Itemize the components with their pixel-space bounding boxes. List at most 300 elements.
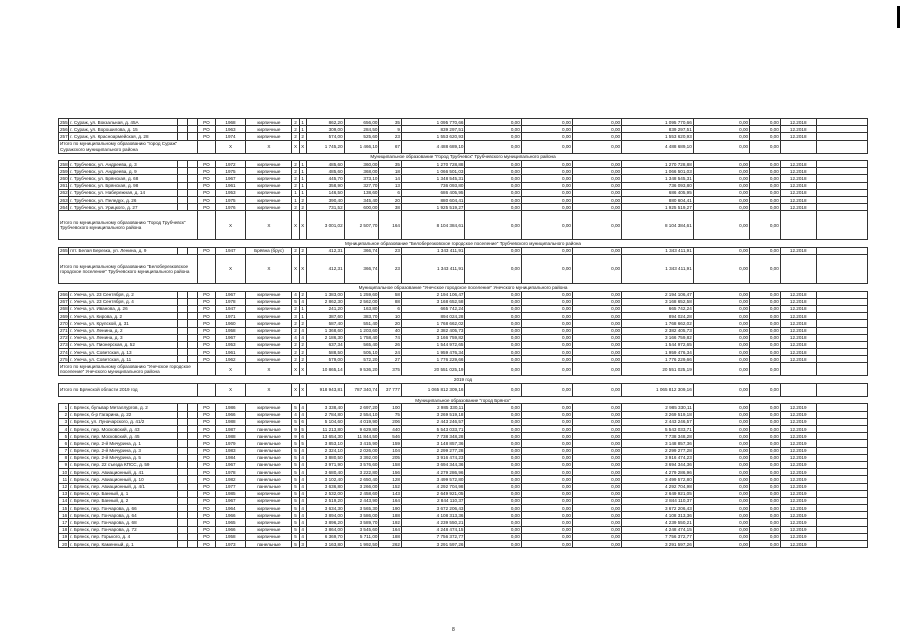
blank-cell	[188, 313, 198, 320]
deadline-cell: 12.2019	[780, 533, 816, 540]
cost-owners-cell: 1 066 501,03	[622, 168, 694, 175]
entrances-cell: 2	[299, 341, 306, 348]
blank-cell	[816, 305, 867, 312]
total-area-cell: 390,40	[306, 197, 344, 204]
region-code-cell: РО	[198, 305, 215, 312]
cost-federal-cell: 0,00	[465, 418, 521, 425]
region-code-cell: РО	[198, 476, 215, 483]
unit-cost-cell: 0,00	[693, 497, 749, 504]
cost-federal-cell: 0,00	[465, 197, 521, 204]
floors-cell: 2	[292, 320, 299, 327]
cost-local-cell: 0,00	[572, 175, 621, 182]
year-cell: 1967	[215, 334, 246, 341]
blank-cell	[188, 119, 198, 126]
subtotal-federal: 0,00	[465, 211, 521, 240]
cost-owners-cell: 3 672 206,43	[622, 505, 694, 512]
entrances-cell: 4	[299, 533, 306, 540]
deadline-cell: 12.2018	[780, 182, 816, 189]
table-row	[59, 291, 868, 298]
cost-regional-cell: 0,00	[521, 526, 572, 533]
year-cell: 1967	[215, 497, 246, 504]
cost-regional-cell: 0,00	[521, 476, 572, 483]
cost-regional-cell: 0,00	[521, 305, 572, 312]
row-number: 273	[60, 342, 68, 348]
residents-cell: 74	[379, 334, 402, 341]
cost-local-cell: 0,00	[572, 483, 621, 490]
cost-local-cell: 0,00	[572, 447, 621, 454]
entrances-cell: 2	[299, 349, 306, 356]
cost-total-cell: 2 649 921,05	[401, 490, 464, 497]
subtotal-living-area: 787 340,74	[344, 383, 379, 396]
table-row	[59, 204, 868, 211]
cost-local-cell: 0,00	[572, 476, 621, 483]
unit-cost-cell: 0,00	[693, 418, 749, 425]
cost-total-cell: 4 108 313,36	[401, 512, 464, 519]
cost-regional-cell: 0,00	[521, 418, 572, 425]
subtotal-residents: 37 777	[379, 383, 402, 396]
x-mark: X	[215, 255, 246, 284]
deadline-cell: 12.2018	[780, 334, 816, 341]
table-row	[59, 483, 868, 490]
row-number: 16	[59, 512, 69, 519]
subtotal-federal: 0,00	[465, 140, 521, 153]
residents-cell: 546	[379, 433, 402, 440]
living-area-cell: 2 697,20	[344, 404, 379, 411]
year-cell: 1984	[215, 454, 246, 461]
floors-cell: 5	[292, 454, 299, 461]
table-row	[59, 454, 868, 461]
address-cell: г. Брянск, пер. Авиационный, д. 4/1	[69, 483, 178, 490]
cost-owners-cell: 4 292 704,98	[622, 483, 694, 490]
cost-federal-cell: 0,00	[465, 313, 521, 320]
blank-cell	[188, 483, 198, 490]
cost-local-cell: 0,00	[572, 189, 621, 196]
residents-cell: 440	[379, 426, 402, 433]
residents-cell: 104	[379, 447, 402, 454]
subtotal-area: 1 745,20	[306, 140, 344, 153]
subtotal-local: 0,00	[572, 255, 621, 284]
table-row	[59, 327, 868, 334]
cost-regional-cell: 0,00	[521, 197, 572, 204]
cost-regional-cell: 0,00	[521, 533, 572, 540]
wall-material-cell: кирпичные	[246, 327, 292, 334]
table-row	[59, 168, 868, 175]
year-cell: 1967	[215, 291, 246, 298]
region-code-cell: РО	[198, 426, 215, 433]
region-code-cell: РО	[198, 291, 215, 298]
max-cost-cell: 0,00	[750, 298, 781, 305]
row-number: 269	[60, 313, 68, 319]
row-number: 275	[60, 356, 68, 362]
unit-cost-cell: 0,00	[693, 454, 749, 461]
entrances-cell: 3	[299, 541, 306, 548]
cost-regional-cell: 0,00	[521, 327, 572, 334]
table-row	[59, 418, 868, 425]
entrances-cell: 4	[299, 526, 306, 533]
table-row	[59, 119, 868, 126]
max-cost-cell: 0,00	[750, 182, 781, 189]
region-code-cell: РО	[198, 447, 215, 454]
cost-federal-cell: 0,00	[465, 454, 521, 461]
year-cell: 1967	[215, 461, 246, 468]
entrances-cell: 4	[299, 298, 306, 305]
blank-cell	[188, 526, 198, 533]
year-cell: 1963	[215, 126, 246, 133]
cost-local-cell: 0,00	[572, 327, 621, 334]
address-cell: г. Сураж, ул. Красноармейская, д. 28	[69, 133, 178, 140]
unit-cost-cell: 0,00	[693, 469, 749, 476]
address-cell: г. Трубчевск, ул. Андреева, д. 9	[69, 168, 178, 175]
residents-cell: 164	[379, 497, 402, 504]
wall-material-cell: кирпичные	[246, 161, 292, 168]
residents-cell: 192	[379, 519, 402, 526]
cost-local-cell: 0,00	[572, 461, 621, 468]
cost-owners-cell: 2 649 921,05	[622, 490, 694, 497]
floors-cell: 4	[292, 291, 299, 298]
blank-cell	[177, 182, 187, 189]
living-area-cell: 138,60	[344, 189, 379, 196]
row-number: 255	[60, 119, 68, 125]
cost-regional-cell: 0,00	[521, 490, 572, 497]
entrances-cell: 4	[299, 469, 306, 476]
subtotal-row	[59, 140, 868, 153]
blank-cell	[177, 175, 187, 182]
cost-regional-cell: 0,00	[521, 189, 572, 196]
blank-cell	[177, 204, 187, 211]
living-area-cell: 2 562,00	[344, 298, 379, 305]
x-mark: X	[246, 211, 292, 240]
max-cost-cell: 0,00	[750, 175, 781, 182]
deadline-cell: 12.2019	[780, 447, 816, 454]
blank-cell	[177, 447, 187, 454]
x-mark: X	[215, 211, 246, 240]
blank-cell	[188, 447, 198, 454]
table-row	[59, 320, 868, 327]
total-area-cell: 637,34	[306, 341, 344, 348]
blank-cell	[177, 341, 187, 348]
max-cost-cell: 0,00	[750, 461, 781, 468]
cost-regional-cell: 0,00	[521, 291, 572, 298]
blank-cell	[816, 383, 867, 396]
subtotal-living-area: 9 536,20	[344, 363, 379, 376]
subtotal-owners: 1 343 411,91	[622, 255, 694, 284]
residents-cell: 188	[379, 512, 402, 519]
subtotal-row	[59, 255, 868, 284]
blank-cell	[177, 505, 187, 512]
row-number: 9	[59, 461, 69, 468]
max-cost-cell: 0,00	[750, 490, 781, 497]
year-cell: 1966	[215, 512, 246, 519]
cost-local-cell: 0,00	[572, 519, 621, 526]
total-area-cell: 11 213,80	[306, 426, 344, 433]
subtotal-max: 0,00	[750, 140, 781, 153]
living-area-cell: 2 443,90	[344, 497, 379, 504]
year-cell: 1961	[215, 182, 246, 189]
cost-local-cell: 0,00	[572, 305, 621, 312]
cost-regional-cell: 0,00	[521, 433, 572, 440]
subtotal-title: Итого по муниципальному образованию "Унечское городское поселение" Унечского муниципального района	[59, 363, 198, 376]
blank-cell	[177, 533, 187, 540]
cost-federal-cell: 0,00	[465, 447, 521, 454]
cost-regional-cell: 0,00	[521, 247, 572, 254]
blank-cell	[177, 426, 187, 433]
cost-owners-cell: 1 925 519,27	[622, 204, 694, 211]
deadline-cell: 12.2018	[780, 247, 816, 254]
entrances-cell: 4	[299, 483, 306, 490]
total-area-cell: 3 634,30	[306, 505, 344, 512]
cost-federal-cell: 0,00	[465, 490, 521, 497]
blank-cell	[780, 255, 816, 284]
deadline-cell: 12.2019	[780, 418, 816, 425]
cost-federal-cell: 0,00	[465, 126, 521, 133]
floors-cell: 5	[292, 440, 299, 447]
section-row	[59, 284, 868, 292]
year-cell: 1965	[215, 519, 246, 526]
total-area-cell: 485,60	[306, 161, 344, 168]
deadline-cell: 12.2019	[780, 490, 816, 497]
floors-cell: 5	[292, 519, 299, 526]
table-row	[59, 126, 868, 133]
wall-material-cell: кирпичные	[246, 197, 292, 204]
year-cell: 1976	[215, 204, 246, 211]
floors-cell: 2	[292, 168, 299, 175]
subtotal-local: 0,00	[572, 211, 621, 240]
wall-material-cell: кирпичные	[246, 418, 292, 425]
blank-cell	[816, 140, 867, 153]
cost-owners-cell: 1 776 229,66	[622, 356, 694, 363]
address-cell: г. Унеча, ул. Ленина, д. 3	[69, 334, 178, 341]
cost-total-cell: 3 694 344,36	[401, 461, 464, 468]
max-cost-cell: 0,00	[750, 541, 781, 548]
region-code-cell: РО	[198, 247, 215, 254]
region-code-cell: РО	[198, 204, 215, 211]
cost-regional-cell: 0,00	[521, 182, 572, 189]
unit-cost-cell: 0,00	[693, 189, 749, 196]
region-code-cell: РО	[198, 349, 215, 356]
subtotal-owners: 8 104 384,61	[622, 211, 694, 240]
living-area-cell: 383,70	[344, 313, 379, 320]
max-cost-cell: 0,00	[750, 426, 781, 433]
address-cell: г. Брянск, пер. Каменный, д. 1	[69, 541, 178, 548]
deadline-cell: 12.2018	[780, 197, 816, 204]
cost-owners-cell: 4 279 286,96	[622, 469, 694, 476]
blank-cell	[188, 133, 198, 140]
wall-material-cell: кирпичные	[246, 204, 292, 211]
cost-regional-cell: 0,00	[521, 175, 572, 182]
cost-total-cell: 3 916 474,23	[401, 454, 464, 461]
living-area-cell: 327,70	[344, 182, 379, 189]
year-row	[59, 376, 868, 384]
entrances-cell: 1	[299, 126, 306, 133]
living-area-cell: 368,00	[344, 168, 379, 175]
deadline-cell: 12.2018	[780, 320, 816, 327]
max-cost-cell: 0,00	[750, 505, 781, 512]
x-mark: X	[299, 383, 306, 396]
cost-owners-cell: 2 299 277,28	[622, 447, 694, 454]
row-number: 12	[59, 483, 69, 490]
cost-federal-cell: 0,00	[465, 426, 521, 433]
blank-cell	[816, 133, 867, 140]
address-cell: г. Унеча, ул. Пионерская, д. 52	[69, 341, 178, 348]
x-mark: X	[299, 255, 306, 284]
blank-cell	[177, 161, 187, 168]
blank-cell	[177, 291, 187, 298]
cost-total-cell: 2 985 330,11	[401, 404, 464, 411]
table-row	[59, 411, 868, 418]
cost-local-cell: 0,00	[572, 440, 621, 447]
living-area-cell: 5 711,00	[344, 533, 379, 540]
wall-material-cell: кирпичные	[246, 189, 292, 196]
blank-cell	[816, 433, 867, 440]
cost-regional-cell: 0,00	[521, 512, 572, 519]
blank-cell	[177, 404, 187, 411]
max-cost-cell: 0,00	[750, 447, 781, 454]
row-number: 267	[60, 299, 68, 305]
blank-cell	[188, 490, 198, 497]
table-row	[59, 349, 868, 356]
residents-cell: 20	[379, 320, 402, 327]
cost-owners-cell: 2 443 246,57	[622, 418, 694, 425]
blank-cell	[816, 247, 867, 254]
max-cost-cell: 0,00	[750, 320, 781, 327]
floors-cell: 5	[292, 469, 299, 476]
region-code-cell: РО	[198, 411, 215, 418]
blank-cell	[816, 189, 867, 196]
cost-owners-cell: 4 108 313,36	[622, 512, 694, 519]
cost-owners-cell: 3 168 652,58	[622, 298, 694, 305]
floors-cell: 2	[292, 349, 299, 356]
wall-material-cell: кирпичные	[246, 320, 292, 327]
subtotal-residents: 23	[379, 255, 402, 284]
deadline-cell: 12.2019	[780, 454, 816, 461]
cost-local-cell: 0,00	[572, 334, 621, 341]
address-cell: г. Брянск, пер. Гончарова, д. 72	[69, 526, 178, 533]
cost-local-cell: 0,00	[572, 320, 621, 327]
wall-material-cell: кирпичные	[246, 119, 292, 126]
region-code-cell: РО	[198, 512, 215, 519]
region-code-cell: РО	[198, 533, 215, 540]
cost-total-cell: 839 297,51	[401, 126, 464, 133]
blank-cell	[816, 440, 867, 447]
cost-federal-cell: 0,00	[465, 175, 521, 182]
deadline-cell: 12.2019	[780, 426, 816, 433]
blank-cell	[188, 305, 198, 312]
residents-cell: 152	[379, 483, 402, 490]
blank-cell	[816, 291, 867, 298]
floors-cell: 1	[292, 197, 299, 204]
cost-federal-cell: 0,00	[465, 541, 521, 548]
blank-cell	[188, 189, 198, 196]
x-mark: X	[299, 211, 306, 240]
row-number: 8	[59, 454, 69, 461]
cost-regional-cell: 0,00	[521, 469, 572, 476]
max-cost-cell: 0,00	[750, 483, 781, 490]
floors-cell: 2	[292, 126, 299, 133]
blank-cell	[816, 341, 867, 348]
living-area-cell: 656,00	[344, 119, 379, 126]
total-area-cell: 241,20	[306, 305, 344, 312]
year-cell: 1960	[215, 320, 246, 327]
cost-regional-cell: 0,00	[521, 313, 572, 320]
blank-cell	[188, 356, 198, 363]
address-cell: г. Унеча, ул. Ленина, д. 2	[69, 327, 178, 334]
cost-total-cell: 1 959 476,34	[401, 349, 464, 356]
year-cell: 1971	[215, 313, 246, 320]
max-cost-cell: 0,00	[750, 305, 781, 312]
blank-cell	[816, 313, 867, 320]
region-code-cell: РО	[198, 175, 215, 182]
total-area-cell: 2 862,30	[306, 298, 344, 305]
floors-cell: 5	[292, 418, 299, 425]
table-row	[59, 469, 868, 476]
cost-federal-cell: 0,00	[465, 411, 521, 418]
entrances-cell: 4	[299, 447, 306, 454]
x-mark: X	[246, 363, 292, 376]
row-number: 264	[60, 204, 68, 210]
cost-regional-cell: 0,00	[521, 161, 572, 168]
total-area-cell: 2 519,20	[306, 497, 344, 504]
address-cell: г. Брянск, пер. Банный, д. 1	[69, 490, 178, 497]
subtotal-area: 412,31	[306, 255, 344, 284]
year-cell: 1958	[215, 327, 246, 334]
cost-owners-cell: 1 959 476,34	[622, 349, 694, 356]
subtotal-title: Итого по муниципальному образованию "город Сураж" Суражского муниципального района	[59, 140, 198, 153]
cost-regional-cell: 0,00	[521, 334, 572, 341]
deadline-cell: 12.2018	[780, 341, 816, 348]
region-code-cell: РО	[198, 133, 215, 140]
unit-cost-cell: 0,00	[693, 483, 749, 490]
cost-owners-cell: 5 543 033,71	[622, 426, 694, 433]
blank-cell	[188, 469, 198, 476]
living-area-cell: 3 415,90	[344, 440, 379, 447]
address-cell: г. Брянск, бульвар Металлургов, д. 2	[69, 404, 178, 411]
blank-cell	[816, 126, 867, 133]
living-area-cell: 600,00	[344, 204, 379, 211]
year-cell: 1987	[215, 426, 246, 433]
wall-material-cell: кирпичные	[246, 133, 292, 140]
table-row	[59, 490, 868, 497]
blank-cell	[188, 505, 198, 512]
entrances-cell: 5	[299, 440, 306, 447]
cost-owners-cell: 1 343 411,91	[622, 247, 694, 254]
table-row	[59, 334, 868, 341]
subtotal-owners: 4 488 689,10	[622, 140, 694, 153]
max-cost-cell: 0,00	[750, 197, 781, 204]
blank-cell	[177, 334, 187, 341]
year-cell: 1982	[215, 476, 246, 483]
address-cell: г. Брянск, пер. Горького, д. 4	[69, 533, 178, 540]
year-cell: 1985	[215, 490, 246, 497]
table-row	[59, 526, 868, 533]
blank-cell	[177, 461, 187, 468]
residents-cell: 24	[379, 349, 402, 356]
blank-cell	[816, 204, 867, 211]
blank-cell	[177, 247, 187, 254]
deadline-cell: 12.2019	[780, 512, 816, 519]
table-row	[59, 512, 868, 519]
unit-cost-cell: 0,00	[693, 490, 749, 497]
cost-local-cell: 0,00	[572, 418, 621, 425]
unit-cost-cell: 0,00	[693, 526, 749, 533]
cost-federal-cell: 0,00	[465, 204, 521, 211]
year-cell: 1947	[215, 247, 246, 254]
floors-cell: 2	[292, 247, 299, 254]
wall-material-cell: панельные	[246, 426, 292, 433]
region-code-cell: РО	[198, 161, 215, 168]
max-cost-cell: 0,00	[750, 404, 781, 411]
cost-local-cell: 0,00	[572, 356, 621, 363]
entrances-cell: 4	[299, 411, 306, 418]
